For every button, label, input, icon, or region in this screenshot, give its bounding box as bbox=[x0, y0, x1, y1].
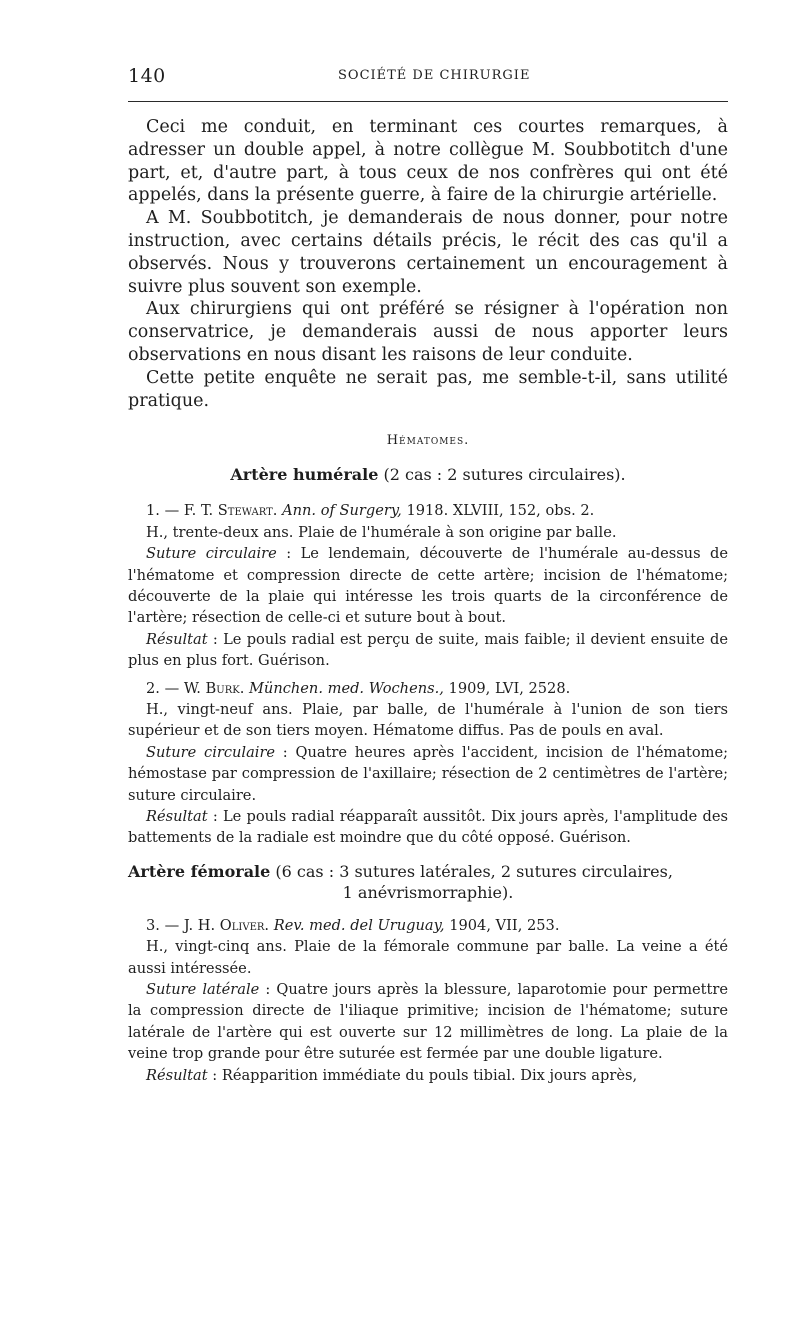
paragraph: Cette petite enquête ne serait pas, me semble-t-il, sans utilité pratique. bbox=[128, 367, 728, 411]
case-operation: Suture circulaire : Le lendemain, découverte de l'humérale au-dessus de l'hématome et compression directe de cette artère; incision de l'hématome; découverte de la plaie qui intéresse les trois quarts de la circonférence de l'artère; résection de celle-ci et suture bout à bout. bbox=[128, 545, 728, 627]
case-number: 2. bbox=[146, 679, 160, 697]
case-operation: Suture latérale : Quatre jours après la blessure, laparotomie pour permettre la compression directe de l'iliaque primitive; incision de l'hématome; suture latérale de l'artère qui est ouverte sur 12 millimètres de long. La plaie de la veine trop grande pour être suturée est fermée par une double ligature. bbox=[128, 981, 729, 1063]
section-title: Hématomes. bbox=[386, 433, 470, 449]
operation-text: Quatre heures après l'accident, incision de l'hématome; hémostase par compression de l'axillaire; résection de 2 centimètres de l'artère; suture circulaire. bbox=[128, 743, 728, 804]
case-number: 3. bbox=[146, 916, 160, 934]
case-reference: 1. — F. T. Stewart. Ann. of Surgery, 1918. XLVIII, 152, obs. 2. bbox=[146, 502, 595, 520]
paragraph: Ceci me conduit, en terminant ces courtes remarques, à adresser un double appel, à notre collègue M. Soubbotitch d'une part, et, d'autre part, à tous ceux de nos confrères qui ont été appelés, dans la présente guerre, à faire de la chirurgie artérielle. bbox=[128, 117, 728, 206]
operation-text: Quatre jours après la blessure, laparotomie pour permettre la compression directe de l'iliaque primitive; incision de l'hématome; suture latérale de l'artère qui est ouverte sur 12 millimètres de long. La plaie de la veine trop grande pour être suturée est fermée par une double ligature. bbox=[128, 981, 729, 1063]
subsection-humerale bbox=[128, 464, 728, 485]
case-entry bbox=[128, 500, 728, 671]
result-label: Résultat bbox=[146, 808, 208, 826]
subsection-femorale bbox=[128, 861, 728, 903]
paragraph: A M. Soubbotitch, je demanderais de nous donner, pour notre instruction, avec certains détails précis, le récit des cas qu'il a observés. Nous y trouverons certainement un encouragement à suivre plus souvent son exemple. bbox=[128, 208, 728, 297]
case-patient: H., vingt-neuf ans. Plaie, par balle, de l'humérale à l'union de son tiers supérieur et de son tiers moyen. Hématome diffus. Pas de pouls en aval. bbox=[128, 701, 728, 740]
case-result: Résultat : Réapparition immédiate du pouls tibial. Dix jours après, bbox=[146, 1066, 638, 1084]
result-text: Le pouls radial est perçu de suite, mais faible; il devient ensuite de plus en plus fort. Guérison. bbox=[128, 630, 728, 670]
paragraph: Aux chirurgiens qui ont préféré se résigner à l'opération non conservatrice, je demanderais aussi de nous apporter leurs observations en nous disant les raisons de leur conduite. bbox=[128, 299, 728, 365]
case-author: F. T. Stewart. bbox=[183, 502, 278, 520]
subsection-title: Artère humérale bbox=[230, 465, 379, 485]
subsection-title: Artère fémorale bbox=[128, 861, 271, 881]
case-journal: München. med. Wochens., bbox=[248, 679, 444, 697]
operation-label: Suture circulaire bbox=[146, 743, 276, 761]
case-entry bbox=[128, 678, 728, 849]
header-rule bbox=[128, 101, 728, 102]
page-header bbox=[128, 64, 728, 88]
subsection-detail: (2 cas : 2 sutures circulaires). bbox=[383, 465, 626, 485]
subsection-detail-line2: 1 anévrismorraphie). bbox=[342, 882, 514, 902]
case-journal: Rev. med. del Uruguay, bbox=[273, 916, 445, 934]
case-entry bbox=[128, 915, 728, 1086]
case-author: W. Burk. bbox=[183, 679, 245, 697]
case-ref: 1918. XLVIII, 152, obs. 2. bbox=[406, 502, 595, 520]
case-ref: 1904, VII, 253. bbox=[449, 916, 560, 934]
subsection-detail-line1: (6 cas : 3 sutures latérales, 2 sutures circulaires, bbox=[275, 861, 673, 881]
case-reference: 2. — W. Burk. München. med. Wochens., 1909, LVI, 2528. bbox=[146, 679, 571, 697]
page-body bbox=[128, 116, 728, 1086]
case-patient: H., trente-deux ans. Plaie de l'humérale à son origine par balle. bbox=[146, 523, 617, 541]
case-journal: Ann. of Surgery, bbox=[282, 502, 402, 520]
operation-label: Suture latérale bbox=[146, 981, 260, 999]
result-text: Réapparition immédiate du pouls tibial. Dix jours après, bbox=[221, 1066, 638, 1084]
case-result: Résultat : Le pouls radial réapparaît aussitôt. Dix jours après, l'amplitude des battements de la radiale est moindre que du côté opposé. Guérison. bbox=[128, 808, 728, 847]
case-number: 1. bbox=[146, 502, 160, 520]
operation-text: Le lendemain, découverte de l'humérale au-dessus de l'hématome et compression directe de cette artère; incision de l'hématome; découverte de la plaie qui intéresse les trois quarts de la circonférence de l'artère; résection de celle-ci et suture bout à bout. bbox=[128, 545, 728, 627]
result-label: Résultat bbox=[146, 630, 208, 648]
running-title: SOCIÉTÉ DE CHIRURGIE bbox=[338, 68, 531, 83]
result-label: Résultat bbox=[146, 1066, 208, 1084]
case-author: J. H. Oliver. bbox=[183, 916, 270, 934]
result-text: Le pouls radial réapparaît aussitôt. Dix jours après, l'amplitude des battements de la radiale est moindre que du côté opposé. Guérison. bbox=[128, 808, 728, 847]
case-patient: H., vingt-cinq ans. Plaie de la fémorale commune par balle. La veine a été aussi intéressée. bbox=[128, 938, 728, 977]
page-number: 140 bbox=[128, 65, 166, 87]
case-operation: Suture circulaire : Quatre heures après l'accident, incision de l'hématome; hémostase par compression de l'axillaire; résection de 2 centimètres de l'artère; suture circulaire. bbox=[128, 743, 728, 804]
operation-label: Suture circulaire bbox=[146, 545, 277, 563]
case-reference: 3. — J. H. Oliver. Rev. med. del Uruguay, 1904, VII, 253. bbox=[146, 916, 560, 934]
case-result: Résultat : Le pouls radial est perçu de suite, mais faible; il devient ensuite de plus en plus fort. Guérison. bbox=[128, 630, 728, 670]
case-ref: 1909, LVI, 2528. bbox=[448, 679, 571, 697]
